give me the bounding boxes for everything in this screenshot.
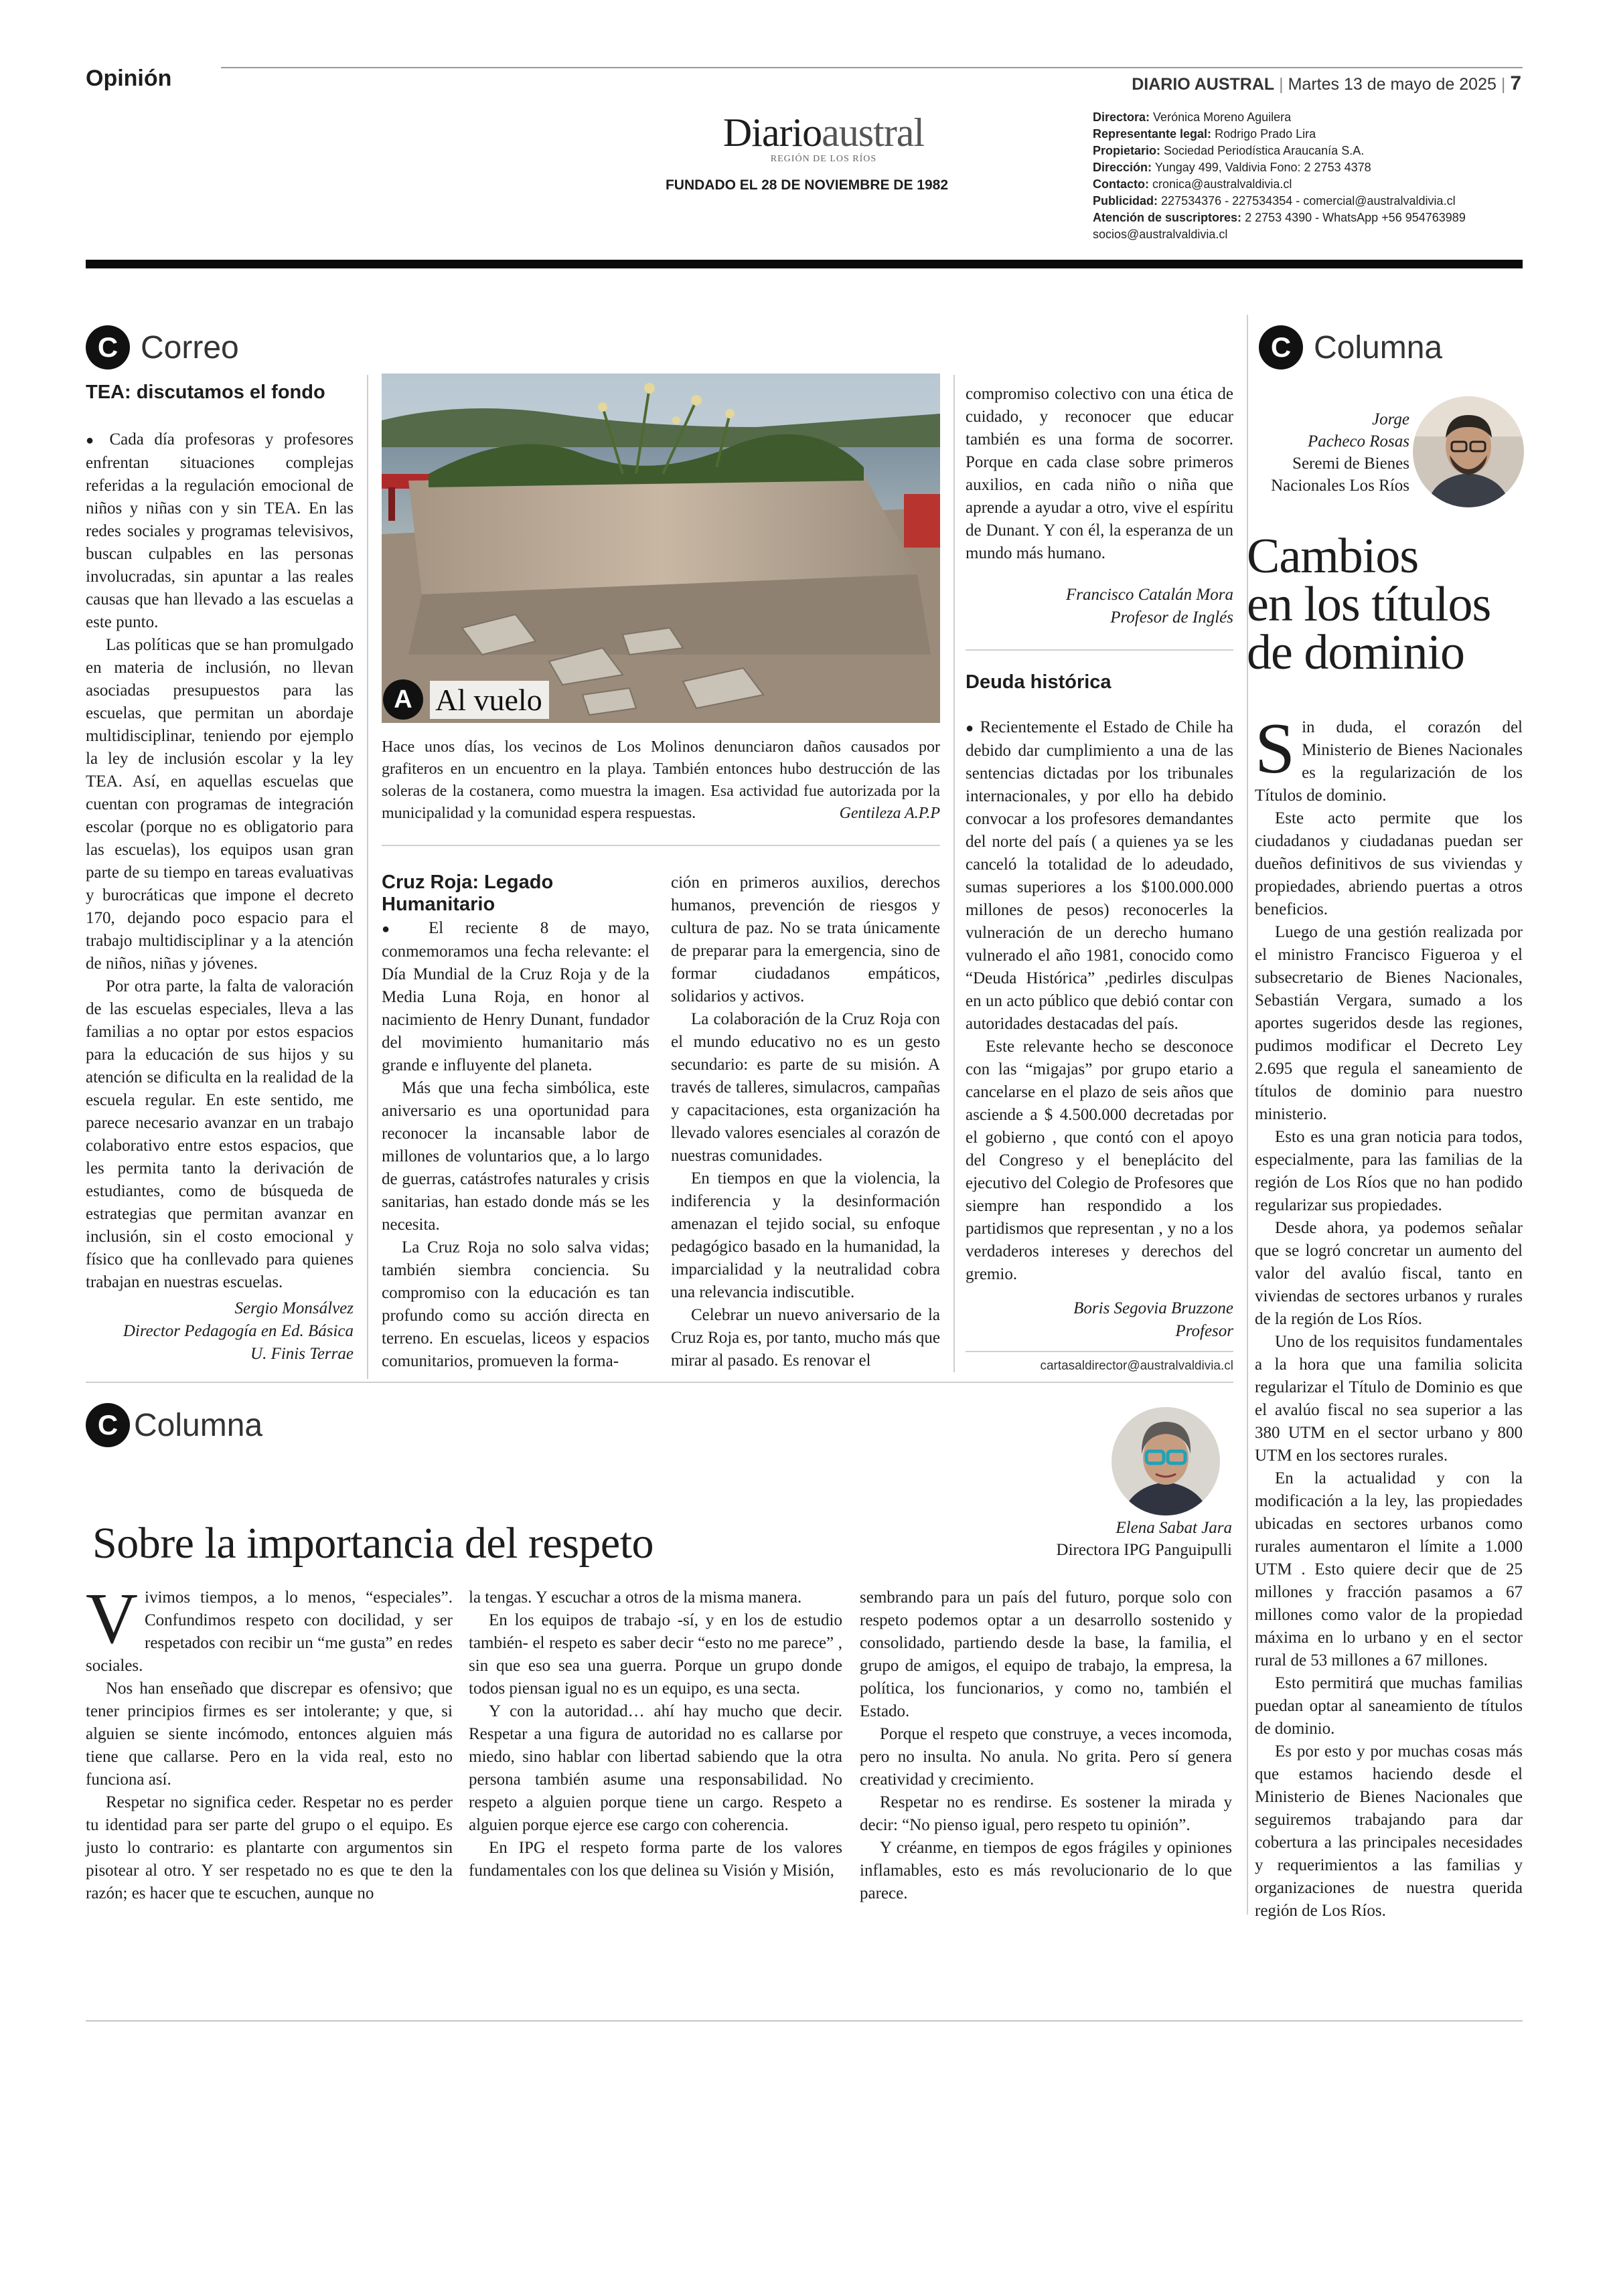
column-bottom-dropcap: V (86, 1579, 138, 1659)
column-right-paragraph: Este acto permite que los ciudadanos y ciudadanas puedan ser dueños definitivos de sus viviendas y propiedades, abriendo puertas a otros beneficios. (1255, 809, 1523, 918)
masthead-region: REGIÓN DE LOS RÍOS (770, 154, 877, 164)
column-right-paragraph: En la actualidad y con la modificación a la ley, las propiedades ubicadas en sectores urbanos como rurales aumentaron el límite a 1.000 UTM . Esto quiere decir que de 25 millones y fracción pasamos a 67 millones como valor de la propiedad máxima en lo urbano y en el sector rural de 53 millones a 67 millones. (1255, 1469, 1523, 1669)
letter2-paragraph: Más que una fecha simbólica, este aniversario es una oportunidad para reconocer la incansable labor de millones de voluntarios que, a lo largo de guerras, catástrofes naturales y crisis sanitarias, han estado donde más se les necesita. (382, 1079, 649, 1234)
top-rule (221, 67, 1523, 68)
letter3-role: Profesor (1175, 1322, 1233, 1340)
column-right-avatar (1413, 396, 1524, 507)
column-right-byline (1259, 408, 1409, 497)
column-right-headline: Cambios en los títulos de dominio (1247, 529, 1491, 680)
staff-line: Dirección: Yungay 499, Valdivia Fono: 2 2753 4378 (1093, 161, 1371, 174)
staff-box (1093, 109, 1521, 243)
column-right-section-title: Columna (1314, 329, 1443, 365)
letter2-col3 (966, 383, 1233, 565)
masthead-word-2: austral (822, 110, 925, 155)
header-thick-rule (86, 260, 1523, 268)
staff-line: Representante legal: Rodrigo Prado Lira (1093, 127, 1316, 141)
staff-line: socios@australvaldivia.cl (1093, 228, 1228, 241)
column-bottom-lead: ivimos tiempos, a lo menos, “especiales”. Confundimos respeto con docilidad, y ser respetados con recibir un “me gusta” en redes sociales. (86, 1588, 453, 1675)
letter2-col1 (382, 917, 649, 1373)
staff-line: Directora: Verónica Moreno Aguilera (1093, 110, 1292, 124)
column-bottom-paragraph: En IPG el respeto forma parte de los valores fundamentales con los que delinea su Visión y Misión, (469, 1839, 842, 1880)
letter3-title: Deuda histórica (966, 671, 1112, 693)
column-bottom-header (86, 1403, 262, 1447)
column-divider (953, 375, 955, 1372)
founded-line: FUNDADO EL 28 DE NOVIEMBRE DE 1982 (665, 177, 949, 193)
letter1-title: TEA: discutamos el fondo (86, 382, 325, 403)
letter3-author: Boris Segovia Bruzzone (1073, 1299, 1233, 1317)
column-bottom-headline: Sobre la importancia del respeto (92, 1519, 654, 1568)
letter1-paragraph: Las políticas que se han promulgado en materia de inclusión, no llevan asociadas presupuestos para las escuelas, que permitan un abordaje multidisciplinar, teniendo por ejemplo la ley de inclusión escolar y la ley TEA. Así, en aquellas escuelas que cuentan con programas de integración escolar (porque no es obligatorio para las escuelas), los equipos usan gran parte de su tiempo en tareas evaluativas y burocráticas que impone el decreto 170, dejando poco espacio para el trabajo multidisciplinar y a la atención de niños, niñas y jóvenes. (86, 636, 354, 973)
staff-line: Propietario: Sociedad Periodística Araucanía S.A. (1093, 144, 1365, 157)
letter3-signature (966, 1297, 1233, 1343)
al-vuelo-badge: A (383, 679, 423, 720)
column-bottom-role: Directora IPG Panguipulli (1056, 1541, 1232, 1559)
column-right-author-first: Jorge (1372, 410, 1409, 428)
correo-badge: C (86, 325, 130, 370)
letter2-paragraph: Celebrar un nuevo aniversario de la Cruz Roja es, por tanto, mucho más que mirar al pasado. Es renovar el (671, 1306, 940, 1370)
column-right-dropcap: S (1255, 709, 1296, 789)
masthead-word-1: Diario (722, 110, 822, 155)
email-divider (966, 1351, 1233, 1352)
letter2-col2 (671, 872, 940, 1372)
correo-section-title: Correo (141, 329, 239, 365)
column-right-lead: in duda, el corazón del Ministerio de Bienes Nacionales es la regularización de los Títulos de dominio. (1255, 718, 1523, 805)
page-number: 7 (1510, 72, 1521, 94)
column-right-badge: C (1259, 325, 1303, 370)
letter1-author: Sergio Monsálvez (234, 1299, 354, 1317)
column-right-author-last: Pacheco Rosas (1307, 432, 1409, 450)
column-divider (367, 375, 368, 1379)
column-right-paragraph: Es por esto y por muchas cosas más que estamos haciendo desde el Ministerio de Bienes Nacionales que seguiremos trabajando para dar cobertura a las principales necesidades y requerimientos a las familias y organizaciones de nuestra querida región de Los Ríos. (1255, 1742, 1523, 1920)
column-bottom-col3 (860, 1586, 1232, 1905)
letter3-paragraph: ● Recientemente el Estado de Chile ha debido dar cumplimiento a una de las sentencias dictadas por los tribunales internacionales, y por ello ha debido convocar a los profesores demandantes del norte del país ( a quienes ya se les canceló la totalidad de lo adeudado, sumas superiores a los $100.000.000 millones de pesos) reconocerles la vulneración de un derecho humano vulnerado el año 1981, conocido como “Deuda Histórica” ,pedirles disculpas en un acto público que debió contar con autoridades destacadas del país. (966, 716, 1233, 1036)
column-bottom-paragraph: Respetar no es rendirse. Es sostener la mirada y decir: “No pienso igual, pero respeto tu opinión”. (860, 1793, 1232, 1834)
paper-name: DIARIO AUSTRAL (1132, 75, 1275, 94)
staff-line: Publicidad: 227534376 - 227534354 - comercial@australvaldivia.cl (1093, 194, 1456, 208)
letter2-paragraph: compromiso colectivo con una ética de cuidado, y reconocer que educar también es una forma de socorrer. Porque en cada clase sobre primeros auxilios, en cada niño o niña que aprende a ayudar a otro, vive el espíritu de Dunant. Y con él, la esperanza de un mundo más humano. (966, 385, 1233, 562)
column-right-role: Nacionales Los Ríos (1271, 477, 1409, 495)
correo-header (86, 325, 239, 370)
masthead-logo (683, 112, 964, 165)
column-bottom-paragraph: En los equipos de trabajo -sí, y en los de estudio también- el respeto es saber decir “esto no me parece” , sin que eso sea una guerra. Porque un grupo donde todos piensan igual no es un equipo, es una secta. (469, 1611, 842, 1698)
column-right-paragraph: Esto es una gran noticia para todos, especialmente, para las familias de la región de Los Ríos que no han podido regularizar sus propiedades. (1255, 1128, 1523, 1214)
letter2-paragraph: ● El reciente 8 de mayo, conmemoramos una fecha relevante: el Día Mundial de la Cruz Roja y de la Media Luna Roja, en honor al nacimiento de Henry Dunant, fundador del movimiento humanitario más grande e influyente del planeta. (382, 917, 649, 1077)
letter2-paragraph: En tiempos en que la violencia, la indiferencia y la desinformación amenazan el tejido social, su enfoque pedagógico basado en la humanidad, la imparcialidad y la neutralidad cobra una relevancia indiscutible. (671, 1169, 940, 1301)
al-vuelo-label: Al vuelo (430, 681, 549, 719)
column-bottom-paragraph: Respetar no significa ceder. Respetar no es perder tu identidad para ser parte del grupo o el equipo. Es justo lo contrario: es plantarte con argumentos sin pisotear al otro. Y ser respetado no es que te den la razón; es hacer que te escuchen, aunque no (86, 1793, 453, 1902)
letter1-signature (86, 1297, 354, 1366)
letter1-paragraph: Por otra parte, la falta de valoración de las escuelas especiales, lleva a las familias a no optar por estos espacios para la educación de sus hijos y su atención se dificulta en la realidad de la escuela regular. En este sentido, me parece necesario avanzar en un trabajo colaborativo entre estos espacios, que les permita tanto la derivación de estudiantes, como de búsqueda de estrategias que permitan avanzar en inclusión, sin el costo emocional y físico que ha conllevado para quienes trabajan en nuestras escuelas. (86, 977, 354, 1291)
letter2-title: Cruz Roja: Legado Humanitario (382, 872, 554, 915)
staff-line: Contacto: cronica@australvaldivia.cl (1093, 177, 1292, 191)
column-bottom-avatar (1112, 1407, 1220, 1515)
column-bottom-paragraph: Nos han enseñado que discrepar es ofensivo; que tener principios firmes es ser intolerante; y que, si alguien se siente incómodo, entonces alguien más tiene que callarse. Pero en la vida real, esto no funciona así. (86, 1679, 453, 1789)
column-bottom-author: Elena Sabat Jara (1116, 1519, 1232, 1537)
column-bottom-col1 (86, 1579, 453, 1905)
column-right-paragraph: Uno de los requisitos fundamentales a la hora que una familia solicita regularizar el Título de Dominio es que el avalúo fiscal no sea superior a las 380 UTM en el sector urbano y 800 UTM en los sectores rurales. (1255, 1333, 1523, 1465)
photo-divider (382, 845, 940, 846)
section-divider (86, 1382, 1233, 1383)
column-bottom-paragraph: Y créanme, en tiempos de egos frágiles y opiniones inflamables, esto es más revolucionario de lo que parece. (860, 1839, 1232, 1902)
column-bottom-paragraph: Y con la autoridad… ahí hay mucho que decir. Respetar a una figura de autoridad no es callarse por miedo, sino hablar con libertad sabiendo que la otra persona también asume una responsabilidad. No respeto a alguien porque tiene un cargo. Respeto a alguien porque ejerce ese cargo con coherencia. (469, 1702, 842, 1834)
letters-email[interactable]: cartasaldirector@australvaldivia.cl (1040, 1359, 1233, 1373)
photo-caption (382, 736, 940, 825)
column-right-body (1255, 709, 1523, 1922)
column-bottom-byline (937, 1517, 1232, 1561)
letter3-body (966, 716, 1233, 1286)
column-bottom-paragraph: sembrando para un país del futuro, porque solo con respeto podemos optar a un desarrollo sostenido y consolidado, partiendo desde la base, la familia, el grupo de amigos, el equipo de trabajo, la empresa, la política, los funcionarios, y como no, también el Estado. (860, 1588, 1232, 1720)
letter1-role: Director Pedagogía en Ed. Básica (123, 1322, 354, 1340)
letter-divider (966, 649, 1233, 651)
photo-credit: Gentileza A.P.P (839, 805, 940, 822)
column-right-header (1259, 325, 1442, 370)
edition-line: DIARIO AUSTRAL | Martes 13 de mayo de 2025 | 7 (1132, 72, 1521, 94)
column-right-paragraph: Esto permitirá que muchas familias puedan optar al saneamiento de títulos de dominio. (1255, 1674, 1523, 1738)
letter1-paragraph: ● Cada día profesoras y profesores enfrentan situaciones complejas referidas a la regulación emocional de niños y niñas con y sin TEA. En las redes sociales y programas televisivos, buscan culpables en las personas involucradas, sin apuntar a las reales causas que han llevado a las escuelas a este punto. (86, 428, 354, 634)
column-bottom-paragraph: Porque el respeto que construye, a veces incomoda, pero no insulta. No anula. No grita. Pero sí genera creatividad y crecimiento. (860, 1725, 1232, 1789)
page-bottom-rule (86, 2020, 1523, 2022)
column-bottom-section-title: Columna (134, 1407, 263, 1443)
section-label: Opinión (86, 66, 172, 91)
letter2-paragraph: La colaboración de la Cruz Roja con el mundo educativo no es un gesto secundario: es parte de su misión. A través de talleres, simulacros, campañas y capacitaciones, esta organización ha llevado valores esenciales al corazón de nuestras comunidades. (671, 1010, 940, 1165)
letter2-paragraph: La Cruz Roja no solo salva vidas; también siembra conciencia. Su compromiso con la educación es tan profundo como su acción directa en terreno. En escuelas, liceos y espacios comunitarios, promueven la forma- (382, 1238, 649, 1370)
letter2-author: Francisco Catalán Mora (1066, 586, 1233, 604)
letter2-role: Profesor de Inglés (1110, 608, 1233, 627)
column-right-paragraph: Desde ahora, ya podemos señalar que se logró concretar un aumento del valor del avalúo fiscal, tanto en viviendas de sectores urbanos y rurales de la región de Los Ríos. (1255, 1219, 1523, 1328)
letter1-institution: U. Finis Terrae (250, 1345, 354, 1363)
letter1-body (86, 428, 354, 1294)
letter2-signature (966, 584, 1233, 629)
staff-line: Atención de suscriptores: 2 2753 4390 - WhatsApp +56 954763989 (1093, 211, 1466, 224)
column-right-paragraph: Luego de una gestión realizada por el ministro Francisco Figueroa y el subsecretario de Bienes Nacionales, Sebastián Vergara, sumado a los aportes sugeridos desde las regiones, pudimos modificar el Decreto Ley 2.695 que regula el saneamiento de títulos de dominio para nuestro ministerio. (1255, 923, 1523, 1123)
al-vuelo-photo (382, 374, 940, 723)
issue-date: Martes 13 de mayo de 2025 (1288, 75, 1497, 94)
column-bottom-paragraph: la tengas. Y escuchar a otros de la misma manera. (469, 1588, 802, 1607)
al-vuelo-tag (383, 679, 549, 720)
column-bottom-col2 (469, 1586, 842, 1882)
photo-caption-text: Hace unos días, los vecinos de Los Molinos denunciaron daños causados por grafiteros en un encuentro en la playa. También entonces hubo destrucción de las soleras de la costanera, como muestra la imagen. Esa actividad fue autorizada por la municipalidad y la comunidad espera respuestas. (382, 738, 940, 822)
letter3-paragraph: Este relevante hecho se desconoce con las “migajas” por grupo etario a cancelarse en el plazo de seis años que asciende a $ 4.500.000 decretadas por el gobierno , que contó con el apoyo del Congreso y el beneplácito del ejecutivo del Colegio de Profesores que siempre han respondido a los partidismos que representan , y no a los verdaderos intereses y derechos del gremio. (966, 1038, 1233, 1283)
letter2-paragraph: ción en primeros auxilios, derechos humanos, prevención de riesgos y cultura de paz. No se trata únicamente de preparar para la emergencia, sino de formar ciudadanos empáticos, solidarios y activos. (671, 874, 940, 1005)
column-right-role: Seremi de Bienes (1292, 455, 1409, 473)
column-bottom-badge: C (86, 1403, 130, 1447)
